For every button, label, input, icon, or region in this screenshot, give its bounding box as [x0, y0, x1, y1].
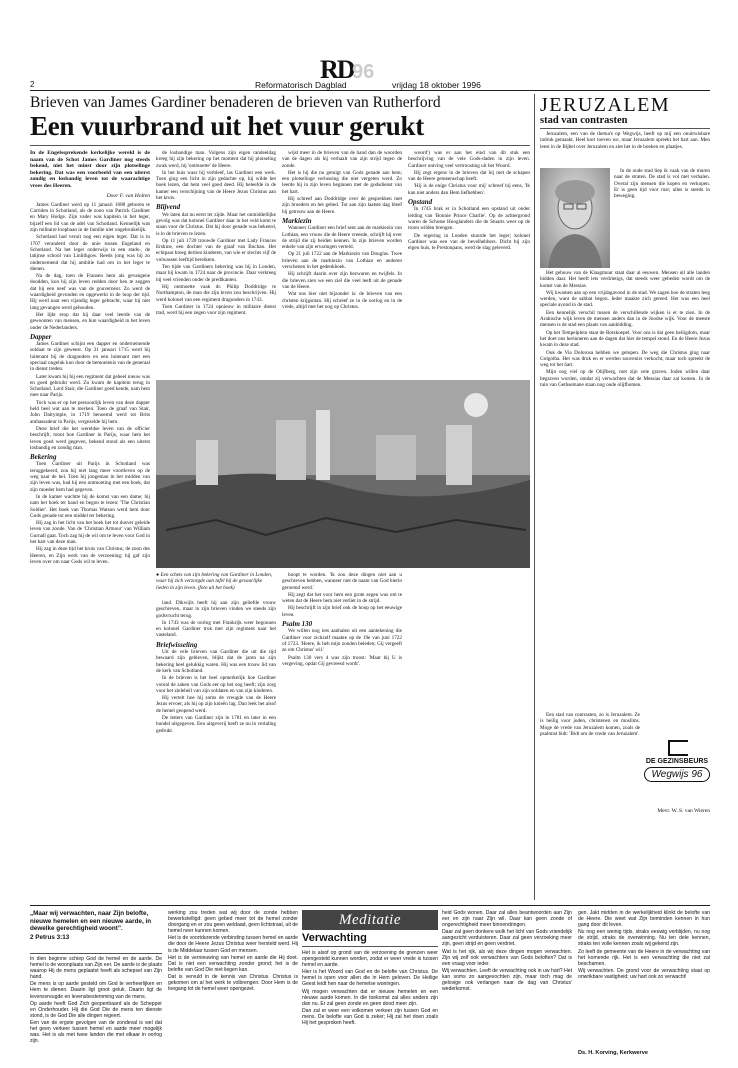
meditatie-col-5 — [578, 910, 710, 1048]
subhead-markiezin: Markiezin — [282, 216, 312, 225]
med-para: Dat is vervuld in de kennis van Christus. Christus is gekomen om al het werk te volbrengen. Door Hem is de toegang tot de hemel weer opengezet. — [168, 973, 298, 993]
sidebar-para: Een kennelijk verschil tussen de verschillende wijken is er te zien. In de Arabische wijk leven de mensen anders dan in de Joodse wijk. Voor de meeste mensen is de stad een plaats van aanbidding. — [540, 309, 710, 329]
col1-para: Hij zag in het licht van het boek het tot dusver geleide leven van zonde. Van de 'Christian Armour' van William Gurnall gaat. Toch zag hij de wil om te leven voor God in het hart van deze man. — [30, 520, 150, 545]
col1-para: Later kwam hij bij een regiment dat geheel nieuw was en goed gebruikt werd. Zo kwam de kapitein terug in Schotland. Lord Stair, die Gardiner goed kende, nam hem mee naar Parijs. — [30, 373, 150, 399]
sidebar-para: Een stad van contrasten, zo is Jeruzalem. Ze is heilig voor joden, christenen en moslims. Moge de vrede van Jeruzalem komen, zoals de psalmist bidt: 'Bidt om de vrede van Jeruzalem'. — [540, 712, 640, 737]
sidebar-text-main — [540, 270, 710, 710]
col2-para: land. Dikwijls heeft hij aan zijn geliefde vrouw geschreven, maar in zijn brieven vinden we steeds zijn godsvrucht terug. — [156, 600, 276, 619]
article-photo — [156, 380, 530, 568]
med-para: Dan zal er weer een volkomen verkeer zijn tussen God en mens. De belofte van God is zeker; Hij zal het doen zoals Hij het gesproken heeft. — [302, 1007, 438, 1027]
quote-reference: 2 Petrus 3:13 — [30, 933, 70, 941]
ad-brand: DE GEZINSBEURS — [645, 758, 709, 765]
sidebar-para: Op het Tempelplein staat de Rotskoepel. Voor ons is dat geen heiligdom, maar het doet ons herinneren aan de dagen dat hier de tempel stond. En de Heere Jezus kwam in deze stad. — [540, 329, 710, 349]
meditatie-title-rule — [302, 946, 438, 947]
col4-para: In 1745 brak er in Schotland een opstand uit onder leiding van 'Bonnie Prince Charlie'. Op de achtergrond waren de Schotse Hooglanders die de Stuarts weer op de troon wilden brengen. — [408, 206, 530, 232]
col1-para: Toch was er op het persoonlijk leven van deze dapper held heel wat aan te merken. Toen de graaf van Stair, John Dalrymple, in 1719 benoemd werd tot Brits ambassadeur in Parijs, vergezelde hij hem. — [30, 399, 150, 425]
sidebar-signature: Mevr. W. S. van Wieren — [657, 808, 710, 814]
article-headline: Een vuurbrand uit het vuur gerukt — [30, 111, 424, 141]
col1-para: Deze brief die het wereldse leven van de officier beschrijft, toont hoe Gardiner in Parijs, waar hem het leven goed werd gegeven, bekend stond als een uiterst losbandig en zondig man. — [30, 425, 150, 451]
med-para: De mens is op aarde gesteld om God te verheerlijken en Hem te dienen. Daarin ligt groot geluk. Daarin ligt de levensvreugde en levensbestemming van de mens. — [30, 981, 162, 1000]
med-para: Op aarde heeft God Zich geopenbaard als de Schepper en Onderhouder. Hij die God Die de mens ten dienste stond, is de God Die alle dingen regeert. — [30, 1000, 162, 1019]
med-para: Wat is het rijk, als wij deze dingen mogen verwachten. Zijn wij zelf ook verwachters van Gods beloften? Dat is een vraag voor ieder. — [442, 948, 572, 967]
col1-para: Toen Gardiner uit Parijs in Schotland was teruggekeerd, zou hij niet lang meer voortleven op de weg naar de hel. Toen hij jongeman in het midden van zijn leven was, had hij een ontmoeting met een boek, dat zijn moeder hem had gegeven. — [30, 461, 150, 493]
col2-para: Uit de vele brieven van Gardiner die uit die tijd bewaard zijn gebleven, blijkt dat de jaren na zijn bekering heel gelukkig waren. Hij was een trouw lid van de kerk van Schotland. — [156, 649, 276, 674]
portrait-icon — [540, 168, 610, 268]
col3-para: hoopt te worden. 'Ik zou deze dingen niet aan u geschreven hebben, wanneer niet de naam van God hierin geroemd werd.' — [282, 572, 402, 591]
med-para: werking zou treden wat wij door de zonde hebben bewerkstelligd: geen gebed meer tot de hemel zonder doorgang en er zou geen weldaad, geen lichtstraal, uit de hemel neer kunnen komen. — [168, 910, 298, 935]
article-col-2b — [156, 600, 276, 900]
med-para: Wij mogen verwachten dat er nieuwe hemelen en een nieuwe aarde komen. In die toekomst zal alles anders zijn dan nu. Er zal geen zonde en geen dood meer zijn. — [302, 988, 438, 1007]
col3-para: Psalm 130 vers 4 was zijn troost: 'Maar bij U is vergeving, opdat Gij gevreesd wordt'. — [282, 654, 402, 667]
paper-name: Reformatorisch Dagblad — [255, 80, 347, 90]
caption-bullet-icon: ● — [156, 572, 160, 578]
col2-para: Op 11 juli 1720 trouwde Gardiner met Lady Frances Erskine, een dochter van de graaf van Buchan. Het echtpaar kreeg dertien kinderen, van wie er slechts vijf de volwassen leeftijd bereikten. — [156, 237, 276, 263]
subhead-blijvend: Blijvend — [156, 203, 181, 212]
gezinsbeurs-ad — [644, 740, 710, 792]
sidebar-title-rule — [540, 128, 710, 129]
page-number: 2 — [30, 80, 35, 89]
col3-para: Hij zegt dat het voor hem een grote zegen was om te weten dat de Heere hem niet verliet in de strijd. — [282, 591, 402, 605]
meditatie-quote — [30, 910, 162, 941]
col1-para: Het lijkt erop dat hij daar veel leerde van de gewoonten van mensen, en hun waardigheid in het leven onder de Nederlanders. — [30, 311, 150, 331]
sidebar-title: JERUZALEM — [540, 94, 671, 116]
masthead-rule — [30, 90, 710, 91]
col2-para: In 1743 was de oorlog met Frankrijk weer begonnen en kolonel Gardiner trok met zijn regiment naar het vasteland. — [156, 619, 276, 639]
col1-para: Schotland had veruit nog een eigen leger. Dat is in 1707 veranderd door de unie tussen Engeland en Schotland. Na het leger onderwijs in een stads-, de latijnse school van Linlithgow. Reeds jong was hij zo ondernemend dat hij ambitie had om in het leger te dienen. — [30, 234, 150, 272]
meditatie-col-3 — [302, 950, 438, 1056]
col2-para: De letters van Gardiner zijn in 1781 en later in een bundel uitgegeven. Een uitgeverij heeft ze nu in vertaling gedrukt. — [156, 715, 276, 734]
ad-logo-icon — [668, 740, 688, 756]
meditatie-title: Verwachting — [302, 932, 367, 944]
article-byline: Door F. van Holten — [106, 192, 150, 199]
med-para: gen. Jakt midden in de werkelijkheid klinkt de belofte van de Heere. Die weet wat Zijn beminden kennen in hun gang door dit leven. — [578, 910, 710, 929]
col2-para: Hij ontmoette vaak dr. Philip Doddridge te Northampton, de man die zijn leven zou beschrijven. Hij werd kolonel van een regiment dragonders in 1743. — [156, 283, 276, 303]
col3-para: Hij beschrijft in zijn brief ook de hoop op het eeuwige leven. — [282, 605, 402, 618]
sidebar-subtitle: stad van contrasten — [540, 115, 628, 126]
med-para: Het is alsof op grond van de verzoening de grenzen weer opengesteld kunnen worden, zodat er weer vrede is tussen hemel en aarde. — [302, 950, 438, 969]
med-para: Zo leeft de gemeente van de Heere in de verwachting van het komende rijk. Het is een verwachting die niet zal beschamen. — [578, 948, 710, 967]
col1-para: James Gardiner schijnt een dapper en ondernemende soldaat te zijn geweest. Op 31 januari 1715 werd hij luitenant bij de dragonders en een luitenant met een speciaal ongeluk kon door de bemoeienis van de generaal in dienst treden. — [30, 341, 150, 373]
sidebar-divider — [534, 94, 535, 900]
med-para: Een van de ergste gevolgen van de zondeval is wel dat het geen verkeer tussen hemel en aarde meer mogelijk was. Het is als met twee landen die met elkaar in oorlog zijn. — [30, 1019, 162, 1045]
col2-para: Hij vertelt hoe hij soms de vreugde van de Heere Jezus ervoer, als hij op zijn knieën lag. Dan leek het alsof de hemel geopend werd. — [156, 695, 276, 714]
med-para: Wij verwachten. Leeft de verwachting ook in uw hart? Het kan soms zo aangevochten zijn, maar toch mag de gelovige ook verlangen naar de dag van Christus' wederkomst. — [442, 967, 572, 993]
logo-ghost: 96 — [352, 61, 375, 83]
subhead-psalm: Psalm 130 — [282, 620, 313, 629]
col3-para: Hij schreef aan Doddridge over de gesprekken met zijn broeders en het gebed. Tot aan zijn laatste dag bleef hij getrouw aan de Heere. — [282, 196, 402, 215]
article-lead: In de Engelssprekende kerkelijke wereld is de naam van de Schot James Gardiner nog steeds bekend, niet het minst door zijn plotselinge bekering. Dat was een voorbeeld van een uiterst zondig en losbandig leven tot de waarachtige vrees des Heeren. — [30, 150, 150, 189]
col3-para: Hij schrijft daarin over zijn bezwaren en twijfels. In die brieven zien we een ziel die veel leeft uit de genade van de Heere. — [282, 271, 402, 290]
subhead-opstand: Opstand — [408, 198, 433, 207]
col4-para: Hij zegt ergens in de brieven dat hij met de schapen van de Heere gemeenschap heeft. — [408, 169, 530, 183]
author-portrait — [540, 168, 610, 268]
sidebar-text-right — [614, 168, 710, 268]
med-para: Het is de vernieuwing van hemel en aarde die Hij doet. Dat is niet een verwachting zonder grond; het is de belofte van God Die niet liegen kan. — [168, 954, 298, 973]
med-para: Daar zal geen donkere wolk het licht van Gods vriendelijk aangezicht verduisteren. Daar zal geen verzoeking meer zijn, geen strijd en geen verdriet. — [442, 929, 572, 948]
subhead-briefwisseling: Briefwisseling — [156, 640, 198, 649]
col3-para: Wanneer Gardiner een brief sent aan de markiezin van Lothian, een vrouw die de Heere vreesde, schrijft hij over de strijd die zij beiden kennen. In zijn brieven worden enkele van zijn ervaringen verteld. — [282, 225, 402, 251]
quote-rule — [30, 953, 162, 954]
article-kicker: Brieven van James Gardiner benaderen de brieven van Rutherford — [30, 94, 441, 111]
col3-para: We willen nog iets aanhalen uit een aantekening die Gardiner voor zichzelf maakte op de 19e van juni 1722 of 1723. 'Heere, ik heb mijn zonden beleden; Gij vergeeft ze om Christus' wil.' — [282, 628, 402, 654]
med-para: Het is de voortdurende verbinding tussen hemel en aarde die door de Heere Jezus Christus weer hersteld werd. Hij is de Middelaar tussen God en mensen. — [168, 935, 298, 954]
subhead-bekering: Bekering — [30, 453, 57, 462]
col3-para: Op 21 juli 1722 aan de Markiezin van Douglas. Twee brieven aan de markiezin van Lothian en anderen verschenen in het gedenkboek. — [282, 251, 402, 271]
meditatie-banner — [302, 910, 438, 930]
article-col-3b — [282, 572, 402, 900]
sidebar-para: Jeruzalem, een van de thema's op Wegwijs, heeft op mij een onuitwisbare indruk gemaakt. Heel kort toeven we, maar Jeruzalem spreekt het hart aan. Men leest in de Bijbel over Jeruzalem en ziet het in de boeken en plaatjes. — [540, 131, 710, 150]
meditatie-col-1 — [30, 956, 162, 1056]
subhead-dapper: Dapper — [30, 332, 52, 341]
col3-para: wijst meer in de brieven van de hand dan de woorden van de dagen als hij verhaalt van zijn strijd tegen de zonde. — [282, 150, 402, 169]
sidebar-para: Het gebouw van de Klaagmuur staat daar al eeuwen. Mensen uit alle landen bidden daar. Het heeft iets verdrietigs, dat steeds weer gebeden wordt om de komst van de Messias. — [540, 270, 710, 289]
col1-para: James Gardiner werd op 11 januari 1688 geboren te Carriden in Schotland, als de zoon van Patrick Gardiner en Mary Hodge. Zijn vader was kapitein in het leger, bijzelf een lid van de adel van Schotland. Kennelijk was zijn militaire loopbaan in de familie niet ongebruikelijk. — [30, 201, 150, 234]
col1-para: Hij zag in deze tijd het kruis van Christus, de zoon des Heeren, en Zijn werk van de verzoening; hij gaf zijn leven over om naar Gods wil te leven. — [30, 546, 150, 565]
quote-text: „Maar wij verwachten, naar Zijn belofte, nieuwe hemelen en een nieuwe aarde, in dewelke gerechtigheid woont”. — [30, 910, 152, 933]
col2-para: Toen Gardiner in 1724 opnieuw in militaire dienst trad, werd hij een zegen voor zijn regiment. — [156, 303, 276, 317]
meditatie-col-2 — [168, 910, 298, 1056]
meditatie-col-4 — [442, 910, 572, 1056]
sidebar-para: Ook de Via Dolorosa hebben we gelopen. De weg die Christus ging naar Golgotha. Het was druk en er werden souvenirs verkocht, maar toch spreekt de weg tot het hart. — [540, 349, 710, 369]
col3-para: Het is hij die nu getuigt van Gods genade aan hem; een plotselinge verlossing die niet vergeten werd. Zo leerde hij in zijn leven beginnen met de godsdienst van het hart. — [282, 169, 402, 195]
issue-date: vrijdag 18 oktober 1996 — [392, 80, 481, 90]
sidebar-para: Wij kwamen aan op een vrijdagavond in de stad. We zagen hoe de straten leeg werden, want de sabbat begon. Ieder maakte zich gereed. Het was een heel speciale avond in de stad. — [540, 289, 710, 309]
col4-para: 'Hij is de enige Christus voor mij' schreef hij eens, 'Ik kan niet anders dan Hem liefhebben'. — [408, 183, 530, 196]
sidebar-text-end — [540, 712, 640, 892]
meditatie-label: Meditatie — [339, 912, 401, 928]
engraving-scene — [156, 380, 530, 568]
col4-para: De regering in Londen stuurde het leger; kolonel Gardiner was een van de bevelhebbers. Dicht bij zijn eigen huis, te Prestonpans, werd de slag geleverd. — [408, 232, 530, 252]
col3-para: Wat ons hier niet bijzonder is: de brieven van een christen krijgsman. Hij schreef ze in de oorlog en in de vrede, altijd met het oog op Christus. — [282, 291, 402, 310]
col2-para: Ten tijde van Gardiners bekering was hij in Londen, maar hij kwam in 1724 naar de provincie. Daar verkreeg hij veel vrienden onder de predikanten. — [156, 264, 276, 283]
sidebar-text-top — [540, 131, 710, 165]
bottom-section-rule — [30, 905, 710, 906]
caption-text: Een schets van zijn bekering van Gardiner in Londen, waar hij zich verzorgde aan tafel bij de gevaarlijke lieden in zijn leven. (foto uit het boek) — [156, 572, 273, 591]
article-col-1 — [30, 150, 150, 900]
logo-letters: RD — [320, 55, 354, 84]
col2-para: In het huis waar hij verbleef, las Gardiner een werk. Toen ging een licht in zijn gedachte op, hij wilde het boek lezen, dat hem veel goed deed. Hij beleefde in de kamer een verschijning van de Heere Jezus Christus aan het kruis. — [156, 169, 276, 202]
ad-sub: Wegwijs 96 — [644, 767, 710, 782]
col2-para: de losbandige man. Volgens zijn eigen randeeldag kreeg hij zijn bekering op het moment dat hij plotseling zwak werd, hij 'ontmoette' de Heere. — [156, 150, 276, 169]
photo-caption — [156, 572, 276, 591]
col1-para: Na de dag, toen de Fransen hem als gevangene doodden, kon hij zijn leven redden door hen te zeggen dat hij een neef was van de gouverneur. Zo werd de waardigheid gevonden en opgewerkt in de loop der tijd. Hij werd naar een vijandig leger gebracht, waar hij niet lang gevangen werd gehouden. — [30, 273, 150, 311]
col1-para: In de kamer wachtte hij de komst van een dame; hij nam het boek ter hand en begon te lezen: 'The Christian Soldier'. Het boek van Thomas Watson werd hem door Gods genade tot een middel ter bekering. — [30, 493, 150, 519]
med-para: In dien beginne schiep God de hemel en de aarde. De hemel is de woonplaats van Zijn eer. De aarde is de plaats waarop Hij de mens geplaatst heeft als schepsel van Zijn hand. — [30, 956, 162, 981]
header-divider — [30, 145, 530, 146]
col2-para: We laten dat nu eerst ter zijde. Maar het onmiddellijke gevolg was dat kolonel Gardiner daar in het veld komt te staan voor de Christus. Dat hij door genade was bekeerd, is in de brieven te lezen. — [156, 211, 276, 237]
sidebar-para: In de oude stad liep ik vaak van de muren naar de straten. De stad is vol met verhalen. Overal zijn mensen die kopen en verkopen. Er is geen tijd voor rust; alles is steeds in beweging. — [614, 168, 710, 200]
col4-para: woord') was er aan het eind van dit stuk een beschrijving van de vele Gods-daden in zijn leven. Gardiner ontving veel vertroosting uit het Woord. — [408, 150, 530, 169]
med-para: Wij verwachten. De grond voor de verwachting staat op onwrikbare vastigheid; uw hart ook zo verwacht! — [578, 967, 710, 980]
med-para: Hier is het Woord van God en de belofte van Christus. De hemel is open voor allen die in Hem geloven. De Heilige Geest leidt hen naar de hemelse woningen. — [302, 969, 438, 988]
meditatie-signature: Ds. H. Korving, Kerkwerve — [578, 1050, 648, 1056]
med-para: Nu nog een weinig tijds, straks eeuwig verblijden, nu nog de strijd, straks de overwinning. Nu ten dele kennen, straks ten volle kennen zoals wij gekend zijn. — [578, 929, 710, 948]
sidebar-para: Mijn oog viel op de Olijfberg, met zijn vele graven. Joden willen daar begraven worden, omdat zij verwachten dat de Messias daar zal komen. In de tuin van Gethsemane staan nog oude olijfbomen. — [540, 369, 710, 389]
col2-para: In de brieven is het heel opmerkelijk hoe Gardiner vooral de zaken van Gods eer op het oog heeft; zijn zorg voor het zieleheil van zijn soldaten en van zijn kinderen. — [156, 675, 276, 694]
med-para: heid Gods wonen. Daar zal alles beantwoorden aan Zijn eer en zijn naar Zijn wil. Daar kan geen zonde of ongerechtigheid meer binnendringen. — [442, 910, 572, 929]
